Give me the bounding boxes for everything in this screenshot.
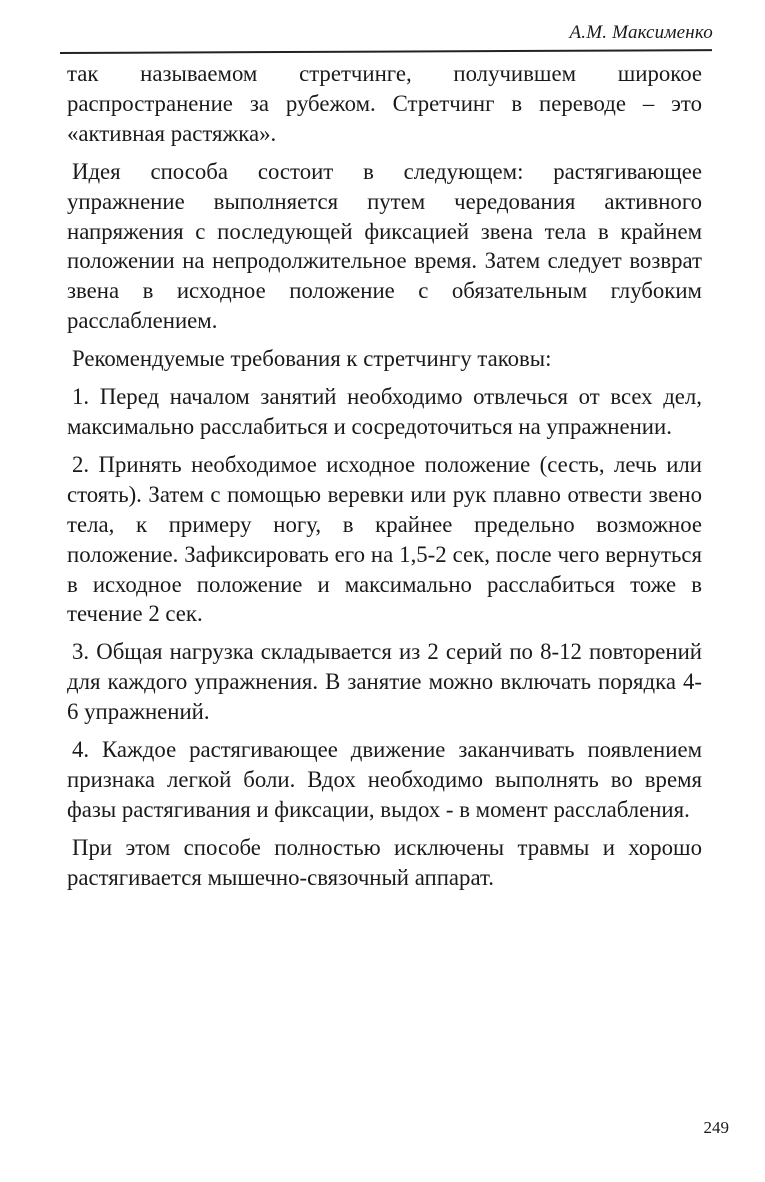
list-item-requirement-4: 4. Каждое растягивающее движение заканчивать появлением признака легкой боли. Вдох необходимо выполнять во время фазы растягивания и фиксации, выдох - в момент расслабления. (67, 737, 702, 822)
list-item-requirement-3: 3. Общая нагрузка складывается из 2 серий по 8-12 повторений для каждого упражнения. В занятие можно включать порядка 4-6 упражнений. (67, 639, 702, 725)
running-head-author: А.М. Максименко (569, 22, 713, 43)
body-text (67, 59, 702, 901)
header-rule (60, 49, 712, 53)
list-item-requirement-2: 2. Принять необходимое исходное положение (сесть, лечь или стоять). Затем с помощью веревки или рук плавно отвести звено тела, к примеру ногу, в крайнее предельно возможное положение. Зафиксировать его на 1,5-2 сек, после чего вернуться в исходное положение и максимально расслабиться тоже в течение 2 сек. (67, 451, 702, 627)
list-item-requirement-1: 1. Перед началом занятий необходимо отвлечься от всех дел, максимально расслабиться и сосредоточиться на упражнении. (67, 384, 702, 439)
paragraph-method-idea: Идея способа состоит в следующем: растягивающее упражнение выполняется путем чередования активного напряжения с последующей фиксацией звена тела в крайнем положении на непродолжительное время. Затем следует возврат звена в исходное положение с обязательным глубоким расслаблением. (67, 158, 702, 334)
paragraph-conclusion: При этом способе полностью исключены травмы и хорошо растягивается мышечно-связочный аппарат. (67, 834, 702, 890)
page-number: 249 (703, 1118, 729, 1137)
paragraph-continuation: так называемом стретчинге, получившем широкое распространение за рубежом. Стретчинг в переводе – это «активная растяжка». (67, 61, 702, 146)
paragraph-requirements-intro: Рекомендуемые требования к стретчингу таковы: (72, 346, 552, 372)
